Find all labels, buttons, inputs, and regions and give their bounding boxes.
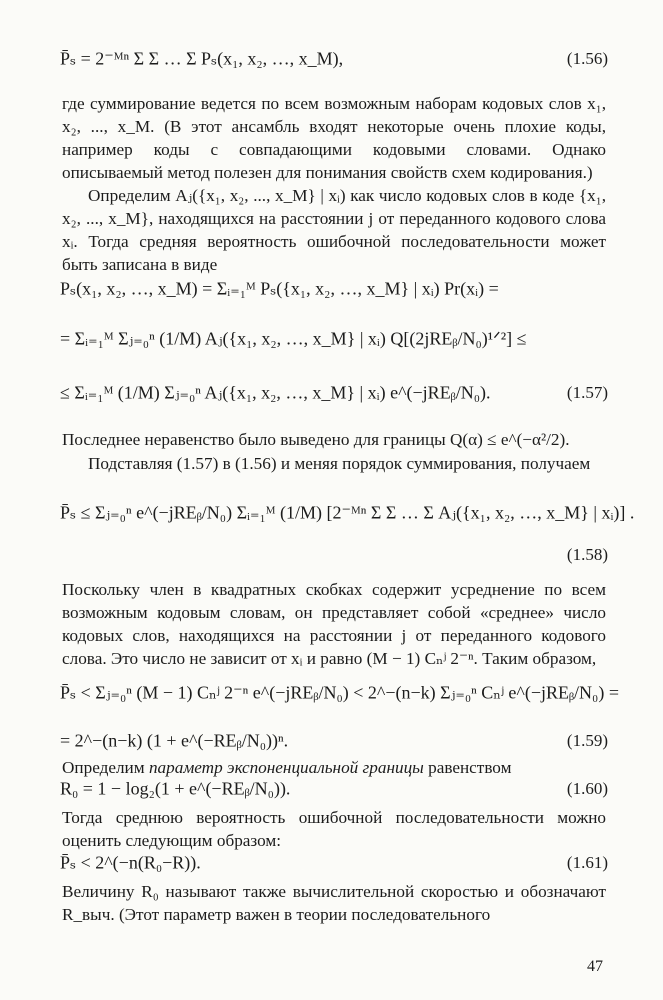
paragraph-text: Определим <box>62 758 149 777</box>
equation-formula: P̄ₛ ≤ Σⱼ₌₀ⁿ e^(−jREᵦ/N₀) Σᵢ₌₁ᴹ (1/M) [2⁻ᴹⁿ Σ Σ … Σ Aⱼ({x₁, x₂, …, x_M} | xᵢ)] . <box>60 502 635 523</box>
equation-number: (1.59) <box>566 731 608 750</box>
equation-formula: ≤ Σᵢ₌₁ᴹ (1/M) Σⱼ₌₀ⁿ Aⱼ({x₁, x₂, …, x_M} | xᵢ) e^(−jREᵦ/N₀). <box>60 382 491 403</box>
equation-1-57-line2 <box>60 322 608 356</box>
paragraph: Тогда среднюю вероятность ошибочной последовательности можно оценить следующим образом: <box>62 808 606 850</box>
paragraph: Величину R₀ называют также вычислительной скоростью и обозначают R_выч. (Этот параметр важен в теории последовательного <box>62 882 606 924</box>
equation-formula: P̄ₛ < Σⱼ₌₀ⁿ (M − 1) Cₙʲ 2⁻ⁿ e^(−jREᵦ/N₀) < 2^−(n−k) Σⱼ₌₀ⁿ Cₙʲ e^(−jREᵦ/N₀) = <box>60 682 619 703</box>
paragraph: Поскольку член в квадратных скобках содержит усреднение по всем возможным кодовым словам, он представляет собой «среднее» число кодовых слов, находящихся на расстоянии j от переданного кодового слова. Это число не зависит от xᵢ и равно (M − 1) Cₙʲ 2⁻ⁿ. Таким образом, <box>62 580 606 668</box>
equation-1-56 <box>60 42 608 76</box>
defined-term: параметр экспоненциальной границы <box>148 758 424 777</box>
equation-formula: = 2^−(n−k) (1 + e^(−REᵦ/N₀))ⁿ. <box>60 730 289 751</box>
equation-1-57-line3 <box>60 376 608 410</box>
equation-formula: P̄ₛ = 2⁻ᴹⁿ Σ Σ … Σ Pₛ(x₁, x₂, …, x_M), <box>60 48 344 69</box>
equation-1-58-number-row <box>60 538 608 572</box>
equation-formula: Pₛ(x₁, x₂, …, x_M) = Σᵢ₌₁ᴹ Pₛ({x₁, x₂, …, x_M} | xᵢ) Pr(xᵢ) = <box>60 278 499 299</box>
equation-1-60 <box>60 772 608 806</box>
equation-formula: = Σᵢ₌₁ᴹ Σⱼ₌₀ⁿ (1/M) Aⱼ({x₁, x₂, …, x_M} | xᵢ) Q[(2jREᵦ/N₀)¹ᐟ²] ≤ <box>60 328 527 349</box>
paragraph: Подставляя (1.57) в (1.56) и меняя порядок суммирования, получаем <box>88 454 591 473</box>
paragraph: где суммирование ведется по всем возможным наборам кодовых слов x₁, x₂, ..., x_M. (В этот ансамбль входят некоторые очень плохие коды, например коды с совпадающими кодовыми словами. Однако описываемый метод полезен для понимания свойств схем кодирования.) <box>62 94 606 182</box>
equation-number: (1.58) <box>566 545 608 564</box>
equation-formula: P̄ₛ < 2^(−n(R₀−R)). <box>60 852 201 873</box>
equation-1-58 <box>60 496 635 530</box>
paragraph: Последнее неравенство было выведено для границы Q(α) ≤ e^(−α²/2). <box>62 430 570 449</box>
paragraph: Определим Aⱼ({x₁, x₂, ..., x_M} | xᵢ) как число кодовых слов в коде {x₁, x₂, ..., x_M}, находящихся на расстоянии j от переданного кодового слова xᵢ. Тогда средняя вероятность ошибочной последовательности может быть записана в виде <box>62 186 606 274</box>
equation-1-59-line2 <box>60 724 608 758</box>
paragraph-text: равенством <box>423 758 512 777</box>
page-number: 47 <box>587 958 603 975</box>
equation-1-57-line1 <box>60 272 608 306</box>
equation-number: (1.61) <box>566 853 608 872</box>
equation-1-59-line1 <box>60 676 619 710</box>
equation-number: (1.60) <box>566 779 608 798</box>
equation-number: (1.56) <box>566 49 608 68</box>
equation-1-61 <box>60 846 608 880</box>
equation-formula: R₀ = 1 − log₂(1 + e^(−REᵦ/N₀)). <box>60 778 291 799</box>
equation-number: (1.57) <box>566 383 608 402</box>
